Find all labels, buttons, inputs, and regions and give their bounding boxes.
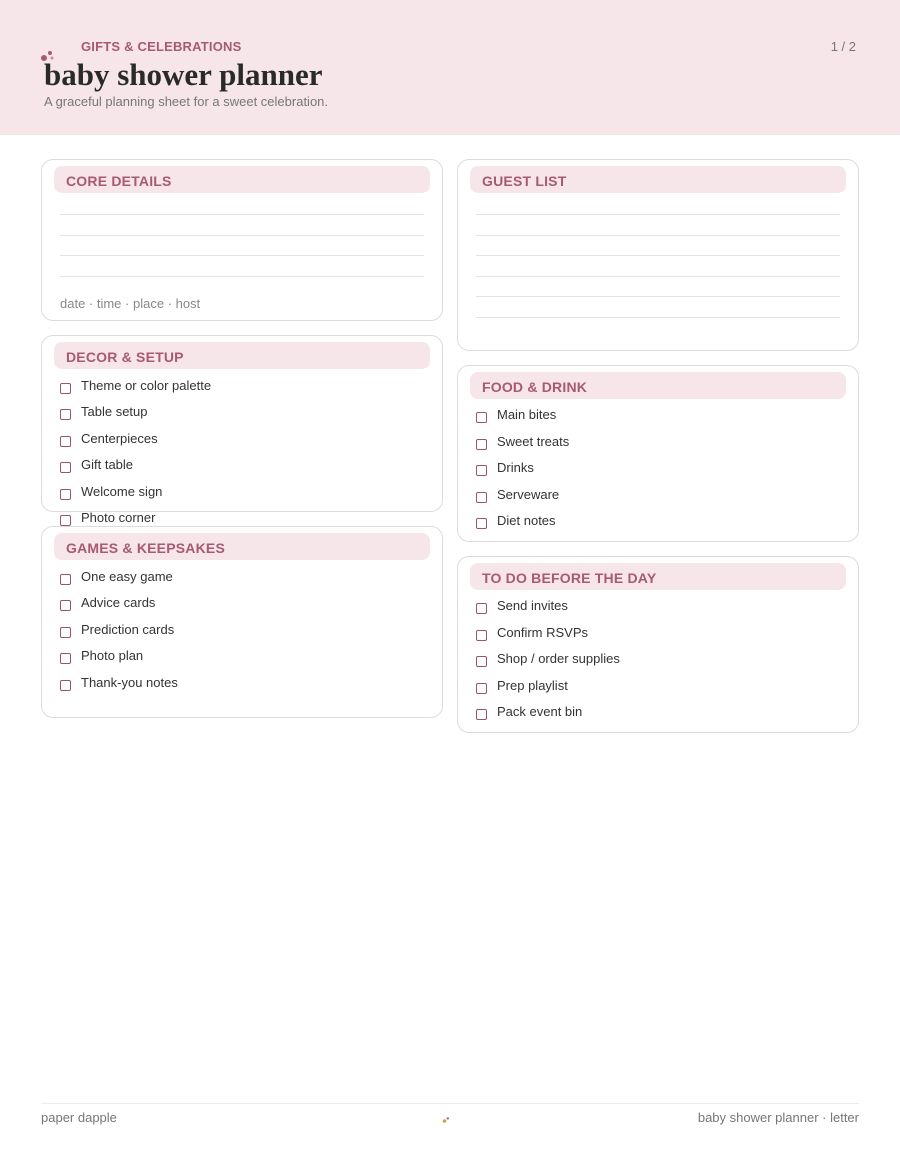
checklist-item: Gift table (60, 456, 133, 474)
checkbox[interactable] (476, 656, 487, 667)
checkbox[interactable] (60, 627, 71, 638)
guest-list-card (457, 159, 859, 351)
checkbox[interactable] (60, 489, 71, 500)
page-subtitle: A graceful planning sheet for a sweet celebration. (44, 94, 329, 109)
checkbox[interactable] (60, 653, 71, 664)
checklist-item: Sweet treats (476, 433, 569, 451)
checkbox[interactable] (476, 709, 487, 720)
checklist-item: Advice cards (60, 594, 155, 612)
decor-setup-card (41, 335, 443, 525)
games-keepsakes-card (41, 526, 443, 718)
food-drink-card (457, 365, 859, 542)
checklist-item: One easy game (60, 568, 173, 586)
core-details-card (41, 159, 443, 321)
checklist-item: Prediction cards (60, 621, 174, 639)
checklist-item: Send invites (476, 597, 568, 615)
confetti-mark-icon (442, 1116, 450, 1124)
food-drink-header (470, 372, 846, 399)
writing-line[interactable] (60, 255, 424, 256)
checkbox[interactable] (60, 409, 71, 420)
writing-line[interactable] (476, 255, 840, 256)
checklist-item: Table setup (60, 403, 148, 421)
footer-brand: paper dapple (41, 1110, 117, 1125)
decor-setup-title: DECOR & SETUP (66, 349, 184, 365)
checklist-item: Thank-you notes (60, 674, 178, 692)
checkbox[interactable] (60, 436, 71, 447)
checklist-item: Shop / order supplies (476, 650, 620, 668)
writing-line[interactable] (476, 317, 840, 318)
todo-card (457, 556, 859, 733)
checklist-item: Pack event bin (476, 703, 582, 721)
checkbox[interactable] (60, 574, 71, 585)
guest-list-header (470, 166, 846, 193)
page-title: baby shower planner (44, 57, 323, 92)
checkbox[interactable] (476, 465, 487, 476)
checklist-item: Theme or color palette (60, 377, 211, 395)
checkbox[interactable] (476, 492, 487, 503)
checklist-item: Confirm RSVPs (476, 624, 588, 642)
writing-line[interactable] (476, 235, 840, 236)
checkbox[interactable] (476, 412, 487, 423)
checklist-item: Serveware (476, 486, 559, 504)
checklist-item: Photo plan (60, 647, 143, 665)
checkbox[interactable] (60, 515, 71, 526)
checklist-item: Main bites (476, 406, 556, 424)
guest-list-title: GUEST LIST (482, 173, 567, 189)
checkbox[interactable] (60, 680, 71, 691)
checkbox[interactable] (476, 518, 487, 529)
writing-line[interactable] (476, 276, 840, 277)
checkbox[interactable] (60, 462, 71, 473)
decor-setup-header (54, 342, 430, 369)
checkbox[interactable] (476, 603, 487, 614)
checklist-item: Centerpieces (60, 430, 158, 448)
core-details-title: CORE DETAILS (66, 173, 172, 189)
core-details-header (54, 166, 430, 193)
todo-title: TO DO BEFORE THE DAY (482, 570, 657, 586)
checklist-item: Drinks (476, 459, 534, 477)
todo-header (470, 563, 846, 590)
games-keepsakes-title: GAMES & KEEPSAKES (66, 540, 225, 556)
checkbox[interactable] (476, 439, 487, 450)
checklist-item: Welcome sign (60, 483, 162, 501)
checkbox[interactable] (60, 383, 71, 394)
category-label: GIFTS & CELEBRATIONS (81, 39, 242, 54)
page-number: 1 / 2 (830, 39, 856, 54)
writing-line[interactable] (476, 214, 840, 215)
writing-line[interactable] (476, 296, 840, 297)
core-details-hint: date · time · place · host (60, 296, 201, 311)
page-header (0, 0, 900, 135)
food-drink-title: FOOD & DRINK (482, 379, 588, 395)
checklist-item: Prep playlist (476, 677, 568, 695)
writing-line[interactable] (60, 214, 424, 215)
checkbox[interactable] (476, 683, 487, 694)
checkbox[interactable] (60, 600, 71, 611)
checklist-item: Diet notes (476, 512, 556, 530)
checklist-item: Photo corner (60, 509, 155, 527)
checkbox[interactable] (476, 630, 487, 641)
footer-doc-label: baby shower planner · letter (697, 1110, 859, 1125)
footer-divider (41, 1103, 859, 1104)
writing-line[interactable] (60, 276, 424, 277)
games-keepsakes-header (54, 533, 430, 560)
writing-line[interactable] (60, 235, 424, 236)
